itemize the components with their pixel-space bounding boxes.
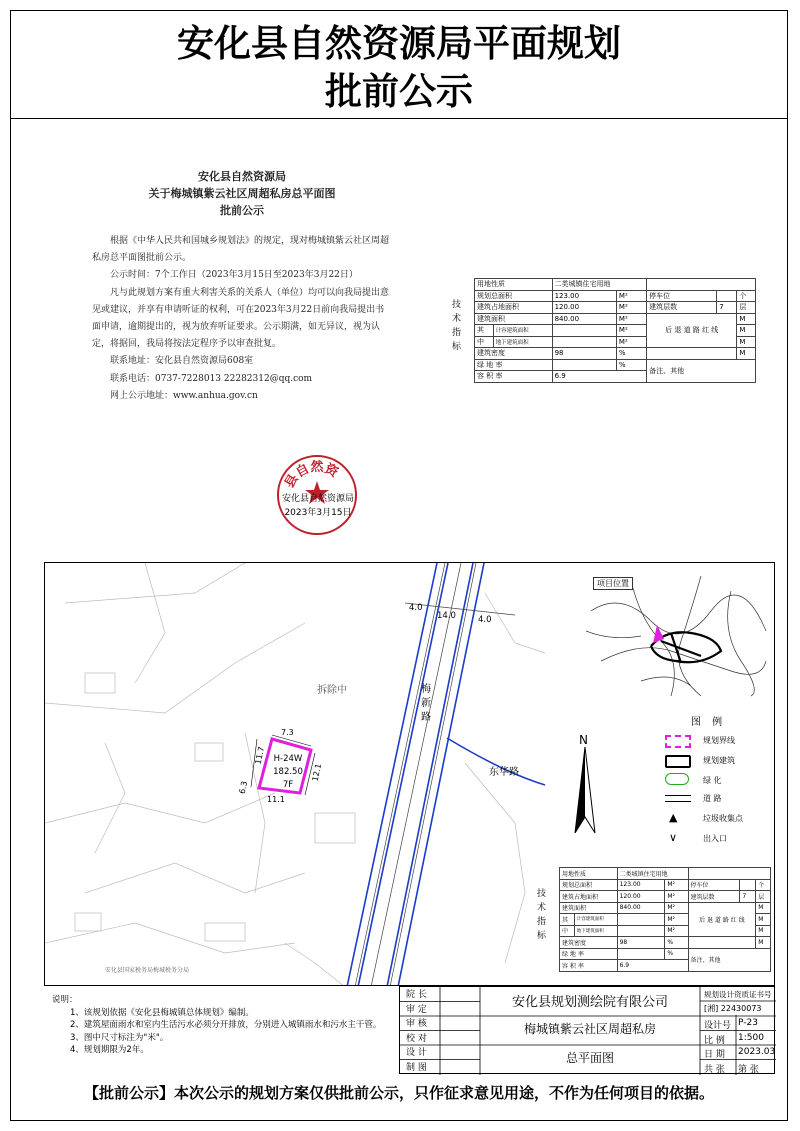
legend-boundary-label: 规划界线: [703, 736, 735, 745]
field-sheets-value: 第 张: [738, 1065, 759, 1075]
notice-contact-phone: 联系电话：0737-7228013 22282312@qq.com: [110, 373, 313, 384]
tech-side-label-2: 技术指标: [537, 889, 547, 941]
tech-r7-value: [552, 359, 616, 371]
notice-title-type: 批前公示: [220, 204, 264, 217]
tech-r7-label: 绿 地 率: [475, 359, 553, 371]
role-president: 院 长: [406, 990, 427, 1000]
legend-trash-label: 垃圾收集点: [703, 814, 743, 823]
tech-r6-unit: %: [616, 348, 646, 360]
tech-r3-label: 建筑面积: [475, 313, 553, 325]
tech2-remarks: 备注、其他: [688, 948, 770, 971]
tech-remarks: 备注、其他: [647, 359, 756, 382]
notice-website: 网上公示地址：www.anhua.gov.cn: [110, 390, 258, 401]
legend-building-icon: [665, 755, 691, 768]
tech-r5-unit2: M: [737, 336, 756, 348]
title-block: [399, 986, 775, 1074]
project-name: 梅城镇紫云社区周超私房: [523, 1022, 656, 1036]
tech2-r7-unit: %: [665, 948, 688, 960]
header-subtitle: 批前公示: [325, 70, 473, 113]
notice-para-1: 根据《中华人民共和国城乡规划法》的规定，现对梅城镇紫云社区周超私房总平面图批前公示。: [92, 236, 390, 264]
legend-road-icon: [665, 795, 691, 802]
note-2: 2、建筑屋面雨水和室内生活污水必须分开排放，分别进入城镇雨水和污水主干管。: [70, 1020, 382, 1030]
tech-r6-value: 98: [552, 348, 616, 360]
tech2-head-value: 二类城镇住宅用地: [617, 868, 688, 880]
role-draw: 制 图: [406, 1062, 427, 1073]
drawing-name: 总平面图: [565, 1051, 614, 1065]
place-demolishing: 拆除中: [317, 685, 347, 696]
tech2-r1-label2: 停车位: [688, 879, 740, 891]
header-title: 安化县自然资源局平面规划: [177, 22, 621, 65]
tech2-r2-label2: 建筑层数: [688, 891, 740, 903]
tech-r3-unit2: M: [737, 313, 756, 325]
note-3: 3、图中尺寸标注为"米"。: [70, 1032, 169, 1043]
tech-r4-unit2: M: [737, 325, 756, 337]
tech2-r8-value: 6.9: [617, 960, 688, 972]
legend-boundary-icon: [665, 735, 691, 748]
tech-r6-unit2: M: [737, 348, 756, 360]
site-area: 182.50: [273, 767, 303, 777]
tech2-r2-value2: 7: [740, 891, 756, 903]
seal-top-text: 县自然资: [282, 459, 341, 491]
tech-r2-unit2: 层: [737, 302, 756, 314]
tech-table-2: [559, 867, 771, 972]
field-scale-label: 比 例: [704, 1036, 725, 1046]
tech2-r2-label: 建筑占地面积: [560, 891, 618, 903]
location-map: [581, 571, 773, 701]
page-header: [10, 10, 788, 119]
field-scale-value: 1:500: [738, 1033, 764, 1043]
tech2-r5-unit2: M: [756, 925, 771, 937]
tech2-r2-unit2: 层: [756, 891, 771, 903]
site-label: [268, 753, 308, 792]
tech2-r4-prefix: 其: [560, 914, 575, 926]
field-date-label: 日 期: [704, 1050, 725, 1060]
tech2-r8-label: 容 积 率: [560, 960, 618, 972]
legend-entrance-label: 出入口: [703, 834, 727, 843]
notice-contact-address: 联系地址：安化县自然资源局608室: [110, 356, 254, 367]
tech2-r4-unit2: M: [756, 914, 771, 926]
seal-date: 2023年3月15日: [284, 508, 352, 518]
tech2-r4-unit: M²: [665, 914, 688, 926]
seal-caption: [272, 492, 364, 520]
notice-para-2: 公示时间：7个工作日（2023年3月15日至2023年3月22日）: [110, 270, 358, 281]
dim-top: 7.3: [281, 728, 294, 737]
tech-r2-unit: M²: [616, 302, 646, 314]
north-arrow-icon: [565, 733, 605, 833]
notice-title-org: 安化县自然资源局: [198, 170, 286, 183]
tech-r4-prefix: 其: [475, 325, 494, 337]
tech2-r1-value: 123.00: [617, 879, 665, 891]
note-1: 1、该规划依据《安化县梅城镇总体规划》编制。: [70, 1007, 254, 1018]
role-review: 审 核: [406, 1019, 427, 1029]
tech-r8-value: 6.9: [552, 371, 647, 383]
tech-r1-unit2: 个: [737, 290, 756, 302]
tech-r2-value: 120.00: [552, 302, 616, 314]
note-4: 4、规划期限为2年。: [70, 1045, 149, 1055]
footer-disclaimer: 【批前公示】本次公示的规划方案仅供批前公示，只作征求意见用途，不作为任何项目的依据。: [83, 1084, 714, 1102]
role-design: 设 计: [406, 1048, 427, 1058]
role-check: 校 对: [406, 1033, 427, 1044]
road-dim-1: 4.0: [409, 603, 423, 613]
tech-r1-unit: M²: [616, 290, 646, 302]
road-name-meixin: 梅新路: [421, 684, 431, 723]
tech-r1-label2: 停车位: [647, 290, 717, 302]
legend-entrance-icon: ∨: [669, 831, 678, 844]
cert-number: [湘] 22430073: [704, 1004, 762, 1013]
location-label: 项目位置: [593, 577, 633, 590]
tech-table: [474, 278, 756, 383]
tech2-r6-unit: %: [665, 937, 688, 949]
legend-title: 图 例: [691, 717, 727, 728]
tech2-r1-unit: M²: [665, 879, 688, 891]
legend-trash-icon: ▲: [669, 811, 678, 824]
tech2-r2-unit: M²: [665, 891, 688, 903]
tech-r5-prefix: 中: [475, 336, 494, 348]
place-tax-bureau: 安化县国家税务局梅城税务分局: [105, 967, 190, 974]
field-date-value: 2023.03: [738, 1047, 776, 1057]
tech-r7-unit: %: [616, 359, 646, 371]
tech2-r3-label: 建筑面积: [560, 902, 618, 914]
tech2-r3-unit: M²: [665, 902, 688, 914]
notes-title: 说明：: [52, 995, 78, 1005]
road-dim-3: 4.0: [478, 615, 492, 625]
tech2-setback-label: 后 退 道 路 红 线: [688, 902, 756, 937]
dim-bottom: 11.1: [267, 795, 285, 804]
site-floors: 7F: [282, 780, 294, 790]
north-label: N: [579, 733, 588, 747]
tech-head-value: 二类城镇住宅用地: [552, 279, 647, 291]
dim-right: 12.1: [310, 762, 324, 783]
tech-r6-label: 建筑密度: [475, 348, 553, 360]
tech2-r5-label: 地下建筑面积: [574, 925, 617, 937]
tech2-r7-label: 绿 地 率: [560, 948, 618, 960]
tech-r2-label: 建筑占地面积: [475, 302, 553, 314]
role-labels: [406, 988, 427, 1075]
tech-r5-label: 地下建筑面积: [493, 336, 552, 348]
tech-r4-unit: M²: [616, 325, 646, 337]
site-code: H-24W: [273, 754, 303, 764]
tech2-r3-value: 840.00: [617, 902, 665, 914]
tech2-r2-value: 120.00: [617, 891, 665, 903]
tech2-r1-label: 规划总面积: [560, 879, 618, 891]
tech2-r5-unit: M²: [665, 925, 688, 937]
notice-title-subject: 关于梅城镇紫云社区周超私房总平面图: [148, 187, 336, 200]
tech2-head-label: 用地性质: [560, 868, 618, 880]
role-approve: 审 定: [406, 1004, 427, 1015]
notice-para-3: 凡与此规划方案有重大利害关系的关系人（单位）均可以向我局提出意见或建议，并享有申请听证的权利，可在2023年3月22日前向我局提出书面申请，逾期提出的，视为放弃听证要求。公示期满，如无异议，视为认定，将据回，我局将按法定程序予以审查批复。: [92, 287, 390, 350]
svg-text:县自然资: [282, 459, 342, 491]
legend-green-icon: [665, 773, 689, 785]
dim-left: 11.7: [253, 745, 267, 766]
tech2-r6-label: 建筑密度: [560, 937, 618, 949]
dim-left-2: 6.3: [237, 780, 250, 795]
field-design-no-label: 设计号: [704, 1021, 732, 1031]
tech-r1-value2: [717, 290, 737, 302]
tech2-r3-unit2: M: [756, 902, 771, 914]
field-sheets-label: 共 张: [704, 1065, 725, 1075]
tech-r5-unit: M²: [616, 336, 646, 348]
tech-r8-label: 容 积 率: [475, 371, 553, 383]
notice-document: [92, 168, 392, 405]
road-name-donghua: 东华路: [489, 767, 519, 778]
site-plan: [44, 562, 775, 986]
legend-green-label: 绿 化: [703, 776, 722, 785]
legend-road-label: 道 路: [703, 794, 722, 803]
seal-org: 安化县自然资源局: [281, 494, 354, 504]
tech-r3-value: 840.00: [552, 313, 616, 325]
tech2-r1-unit2: 个: [756, 879, 771, 891]
tech-r4-label: 计容建筑面积: [493, 325, 552, 337]
tech2-r5-prefix: 中: [560, 925, 575, 937]
tech-setback-label: 后 退 道 路 红 线: [647, 313, 737, 348]
cert-label: 规划设计资质证书号: [704, 990, 772, 999]
legend-building-label: 规划建筑: [703, 756, 735, 765]
tech2-r4-label: 计容建筑面积: [574, 914, 617, 926]
road-dim-2: 14.0: [437, 611, 456, 621]
legend: [665, 731, 775, 851]
tech-r2-label2: 建筑层数: [647, 302, 717, 314]
drawing-notes: [44, 986, 399, 1074]
tech2-r6-unit2: M: [756, 937, 771, 949]
tech-r1-label: 规划总面积: [475, 290, 553, 302]
field-design-no-value: P-23: [738, 1018, 758, 1028]
tech-r1-value: 123.00: [552, 290, 616, 302]
tech2-r6-value: 98: [617, 937, 665, 949]
company-name: 安化县规划测绘院有限公司: [511, 995, 668, 1010]
tech-r3-unit: M²: [616, 313, 646, 325]
tech-side-label: 技术指标: [452, 300, 462, 352]
tech-head-label: 用地性质: [475, 279, 553, 291]
tech-r2-value2: 7: [717, 302, 737, 314]
